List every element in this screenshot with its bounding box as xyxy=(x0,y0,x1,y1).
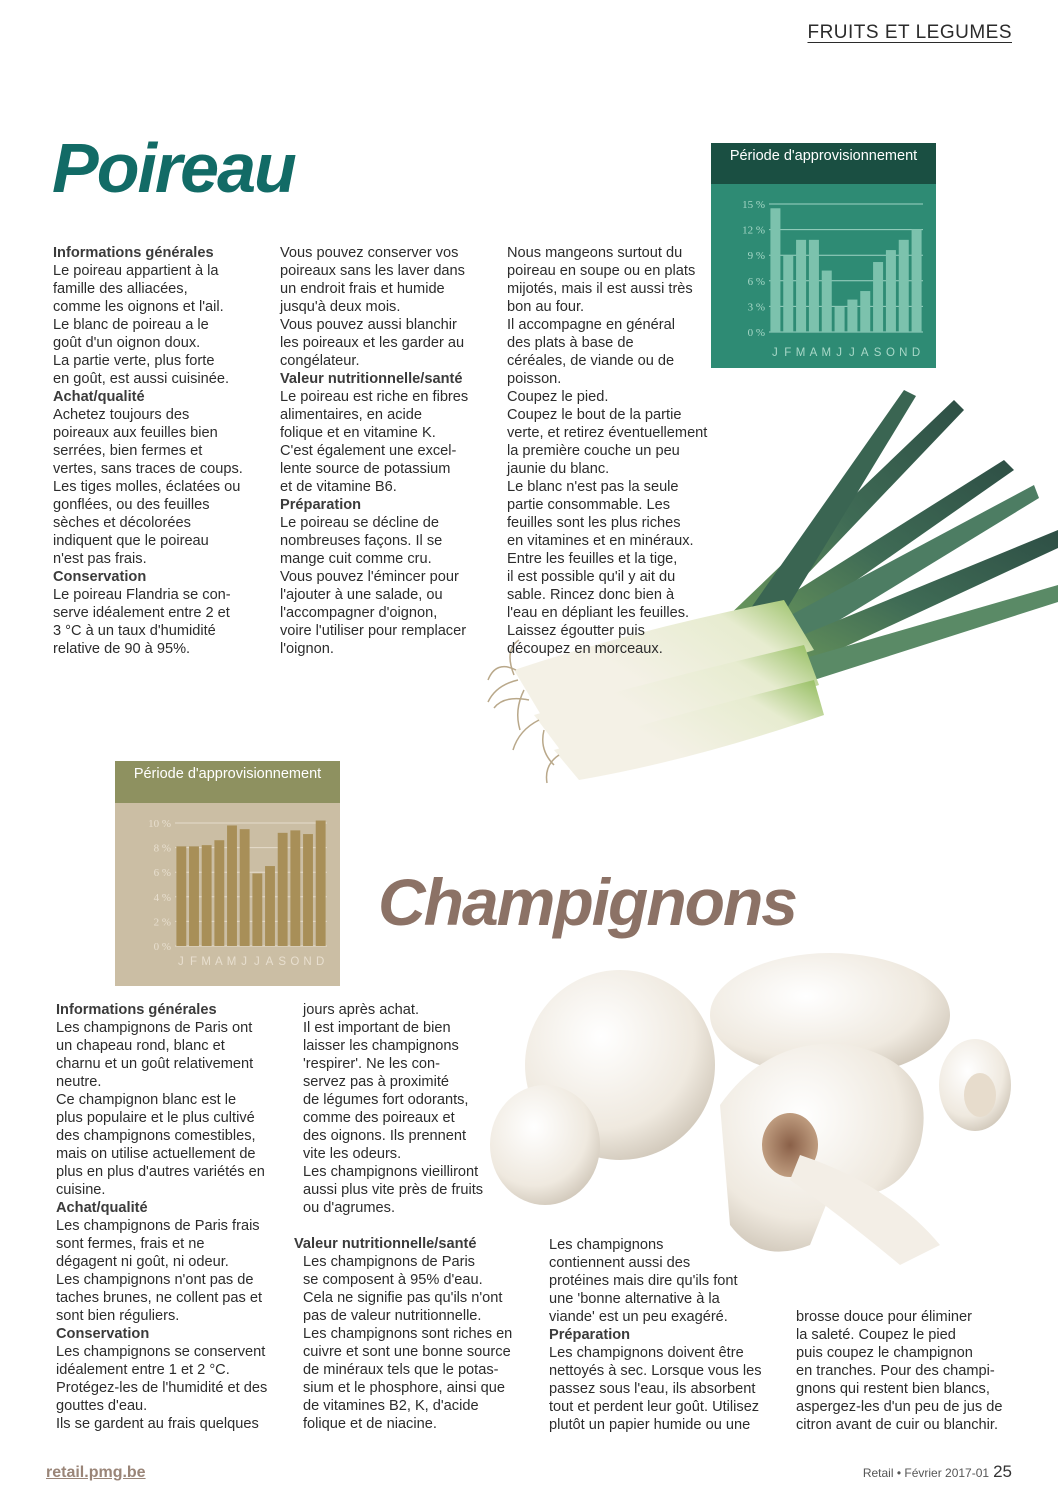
champignons-storage-text: jours après achat. Il est important de bien laisser les champignons 'respirer'. Ne les con- servez pas à proximité de légumes fort odorants, comme des poireaux et des oignons. Ils prennent vite les odeurs. Les champignons vieilliront aussi plus vite près de fruits ou d'agrumes. xyxy=(303,1002,484,1216)
bar-7 xyxy=(265,866,275,946)
mushroom-illustration xyxy=(470,945,1030,1285)
x-tick-label: J xyxy=(241,956,249,968)
y-tick-label: 0 % xyxy=(153,941,171,953)
x-tick-label: A xyxy=(265,956,275,968)
bar-1 xyxy=(783,255,793,332)
y-tick-label: 3 % xyxy=(747,301,765,314)
x-tick-label: A xyxy=(860,347,870,359)
x-tick-label: D xyxy=(911,347,922,359)
x-tick-label: J xyxy=(849,347,856,359)
x-tick-label: A xyxy=(809,347,819,359)
footer-website-link[interactable]: retail.pmg.be xyxy=(46,1464,146,1481)
bar-4 xyxy=(227,825,237,946)
x-tick-label: J xyxy=(253,956,261,968)
poireau-column-3 xyxy=(507,244,712,658)
champignons-title: Champignons xyxy=(378,865,796,939)
x-tick-label: S xyxy=(873,347,883,359)
x-tick-label: A xyxy=(214,956,224,968)
x-tick-label: M xyxy=(226,956,238,968)
page-number: 25 xyxy=(993,1462,1012,1481)
bar-6 xyxy=(252,873,262,946)
y-tick-label: 0 % xyxy=(747,327,765,339)
bar-10 xyxy=(899,240,909,332)
poireau-chart-plot xyxy=(711,184,936,368)
champignons-chart-plot xyxy=(115,803,340,986)
x-tick-label: F xyxy=(784,347,793,359)
champignons-info-text: Les champignons de Paris ont un chapeau rond, blanc et charnu et un goût relativement neutre. Ce champignon blanc est le plus populaire et le plus cultivé des champignons comestibles, mais on utilise actuellement de plus en plus d'autres variétés en cuisine. xyxy=(56,1020,265,1198)
x-tick-label: M xyxy=(821,347,833,359)
poireau-info-text: Le poireau appartient à la famille des alliacées, comme les oignons et l'ail. Le blanc de poireau a le goût d'un oignon doux. La partie verte, plus forte en goût, est aussi cuisinée. xyxy=(53,263,230,387)
poireau-supply-chart xyxy=(711,143,936,368)
champignons-preparation-text: Les champignons doivent être nettoyés à sec. Lorsque vous les passez sous l'eau, ils absorbent tout et perdent leur goût. Utilisez plutôt un papier humide ou une xyxy=(549,1345,762,1433)
x-tick-label: S xyxy=(278,956,288,968)
bar-11 xyxy=(912,230,922,332)
champignons-achat-text: Les champignons de Paris frais sont fermes, frais et ne dégagent ni goût, ni odeur. Les champignons n'ont pas de taches brunes, ne collent pas et sont bien réguliers. xyxy=(56,1218,263,1324)
champignons-protein-text: Les champignons contiennent aussi des protéines mais dire qu'ils font une 'bonne alternative à la viande' est un peu exagéré. xyxy=(549,1237,738,1325)
bar-2 xyxy=(202,845,212,946)
poireau-title: Poireau xyxy=(52,129,295,207)
champignons-nutrition-heading: Valeur nutritionnelle/santé xyxy=(294,1236,477,1252)
champignons-cleaning-text: brosse douce pour éliminer la saleté. Coupez le pied puis coupez le champignon en tranches. Pour des champi- gnons qui restent bien blancs, aspergez-les d'un peu de jus de citron avant de cuir ou blanchir. xyxy=(796,1309,1003,1433)
poireau-column-2 xyxy=(280,244,495,658)
x-tick-label: D xyxy=(316,956,326,968)
bar-9 xyxy=(886,250,896,332)
y-tick-label: 2 % xyxy=(153,916,171,929)
poireau-column-1 xyxy=(53,244,268,658)
bar-7 xyxy=(860,291,870,332)
champignons-column-3 xyxy=(549,1236,779,1434)
bar-5 xyxy=(835,306,845,332)
y-tick-label: 8 % xyxy=(153,842,171,855)
poireau-conservation-text: Le poireau Flandria se con- serve idéalement entre 2 et 3 °C à un taux d'humidité relative de 90 à 95%. xyxy=(53,587,231,657)
bar-0 xyxy=(770,208,780,332)
champignons-info-heading: Informations générales xyxy=(56,1002,217,1018)
x-tick-label: F xyxy=(189,956,199,968)
champignons-nutrition-text: Les champignons de Paris se composent à 95% d'eau. Cela ne signifie pas qu'ils n'ont pas de valeur nutritionnelle. Les champignons sont riches en cuivre et sont une bonne source de minéraux tels que le potas- sium et le phosphore, ainsi que de vitamines B2, K, d'acide folique et de niacine. xyxy=(303,1254,513,1432)
poireau-preparation-heading: Préparation xyxy=(280,497,362,513)
poireau-usage-text: Nous mangeons surtout du poireau en soupe ou en plats mijotés, mais il est aussi très bon au four. Il accompagne en général des plats à base de céréales, de viande ou de poisson. Coupez le pied. Coupez le bout de la partie verte, et retirez éventuellement la première couche un peu jaunie du blanc. Le blanc n'est pas la seule partie consommable. Les feuilles sont les plus riches en vitamines et en minéraux. Entre les feuilles et la tige, il est possible qu'il y ait du sable. Rincez donc bien à l'eau en dépliant les feuilles. Laissez égoutter puis découpez en morceaux. xyxy=(507,245,708,657)
x-tick-label: O xyxy=(290,956,301,968)
champignons-column-4 xyxy=(796,1308,1021,1434)
bar-11 xyxy=(316,821,326,946)
champignons-conservation-heading: Conservation xyxy=(56,1326,150,1342)
bar-10 xyxy=(303,834,313,946)
x-tick-label: J xyxy=(772,347,779,359)
bar-4 xyxy=(822,271,832,332)
bar-6 xyxy=(847,300,857,332)
poireau-info-heading: Informations générales xyxy=(53,245,214,261)
x-tick-label: N xyxy=(899,347,909,359)
poireau-nutrition-heading: Valeur nutritionnelle/santé xyxy=(280,371,463,387)
champignons-chart-title: Période d'approvisionnement xyxy=(115,761,340,803)
y-tick-label: 6 % xyxy=(747,275,765,288)
poireau-achat-text: Achetez toujours des poireaux aux feuilles bien serrées, bien fermes et vertes, sans traces de coups. Les tiges molles, éclatées ou gonflées, ou des feuilles sèches et décolorées indiquent que le poireau n'est pas frais. xyxy=(53,407,243,567)
champignons-supply-chart xyxy=(115,761,340,986)
bar-5 xyxy=(240,829,250,946)
bar-8 xyxy=(873,262,883,332)
footer-issue-text: Retail • Février 2017-01 xyxy=(862,1466,990,1480)
champignons-conservation-text: Les champignons se conservent idéalement entre 1 et 2 °C. Protégez-les de l'humidité et des gouttes d'eau. Ils se gardent au frais quelques xyxy=(56,1344,268,1432)
footer-issue xyxy=(863,1462,1012,1482)
section-header: FRUITS ET LEGUMES xyxy=(807,22,1012,43)
y-tick-label: 9 % xyxy=(747,250,765,263)
poireau-chart-title: Période d'approvisionnement xyxy=(711,143,936,184)
bar-9 xyxy=(290,830,300,946)
bar-1 xyxy=(189,846,199,946)
poireau-conservation-heading: Conservation xyxy=(53,569,147,585)
bar-0 xyxy=(176,846,186,946)
x-tick-label: M xyxy=(795,347,807,359)
champignons-column-1 xyxy=(56,1001,286,1433)
bar-2 xyxy=(796,240,806,332)
y-tick-label: 15 % xyxy=(742,199,765,211)
x-tick-label: N xyxy=(303,956,313,968)
poireau-preparation-text: Le poireau se décline de nombreuses façons. Il se mange cuit comme cru. Vous pouvez l'émincer pour l'ajouter à une salade, ou l'accompagner d'oignon, voire l'utiliser pour remplacer l'oignon. xyxy=(280,515,467,657)
x-tick-label: J xyxy=(177,956,185,968)
champignons-preparation-heading: Préparation xyxy=(549,1327,631,1343)
champignons-achat-heading: Achat/qualité xyxy=(56,1200,148,1216)
y-tick-label: 12 % xyxy=(742,224,765,237)
bar-3 xyxy=(214,840,224,946)
y-tick-label: 4 % xyxy=(153,891,171,904)
y-tick-label: 6 % xyxy=(153,867,171,880)
champignons-column-2 xyxy=(294,1001,529,1433)
y-tick-label: 10 % xyxy=(148,818,171,830)
poireau-achat-heading: Achat/qualité xyxy=(53,389,145,405)
x-tick-label: M xyxy=(201,956,212,968)
poireau-nutrition-text: Le poireau est riche en fibres alimentaires, en acide folique et en vitamine K. C'est également une excel- lente source de potassium et de vitamine B6. xyxy=(280,389,469,495)
bar-8 xyxy=(278,833,288,946)
bar-3 xyxy=(809,240,819,332)
poireau-storage-text: Vous pouvez conserver vos poireaux sans les laver dans un endroit frais et humide jusqu'à deux mois. Vous pouvez aussi blanchir les poireaux et les garder au congélateur. xyxy=(280,245,465,369)
x-tick-label: O xyxy=(885,347,896,359)
x-tick-label: J xyxy=(836,347,843,359)
